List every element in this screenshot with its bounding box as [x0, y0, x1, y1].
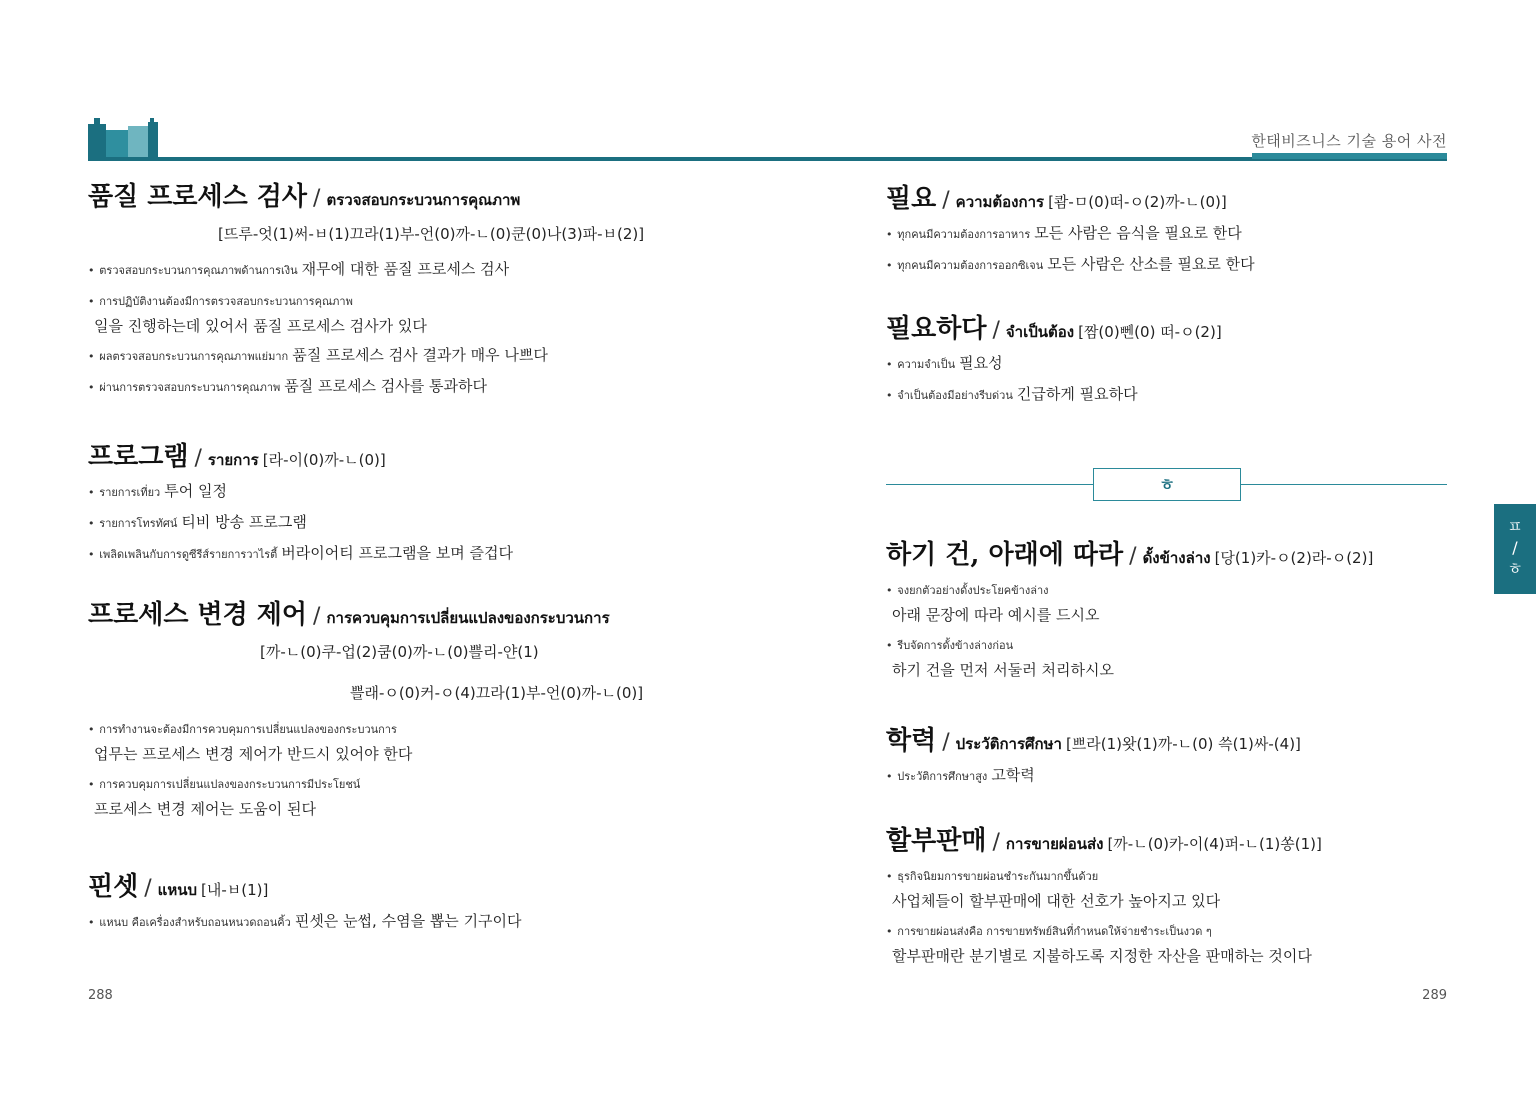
entry-thai: จำเป็นต้อง: [1005, 323, 1075, 341]
example-item: • ผลตรวจสอบกระบวนการคุณภาพแย่มาก 품질 프로세스 검사 결과가 매우 나쁘다: [88, 346, 548, 364]
entry-pronunciation-cont: 쁠래-ㅇ(0)커-ㅇ(4)끄라(1)부-언(0)까-ㄴ(0)]: [350, 684, 644, 702]
example-item: • การขายผ่อนส่งคือ การขายทรัพย์สินที่กำหนดให้จ่ายชำระเป็นงวด ๆ 할부판매란 분기별로 지불하도록 지정한 자산을 판매하는 것이다: [886, 925, 1312, 965]
entry-installment-sale: 할부판매 / การขายผ่อนส่ง [까-ㄴ(0)카-이(4)퍼-ㄴ(1)쏭(1)] • ธุรกิจนิยมการขายผ่อนชำระกันมากขึ้นด้วย 사업체들이 할부판매에 대한 선호가 높아지고 있다 • การขายผ่อนส่งคือ การขายทรัพย์สินที่กำหนดให้จ่ายชำระเป็นงวด ๆ 할부판매란 분기별로 지불하도록 지정한 자산을 판매하는 것이다: [886, 826, 1322, 965]
section-letter-box: ㅎ: [1093, 468, 1241, 501]
entry-as-follows: 하기 건, 아래에 따라 / ดั้งข้างล่าง [당(1)카-ㅇ(2)라-ㅇ(2)] • จงยกตัวอย่างดั้งประโยคข้างล่าง 아래 문장에 따라 예시를 드시오 • รีบจัดการดั้งข้างล่างก่อน 하기 건을 먼저 서둘러 처리하시오: [886, 540, 1374, 679]
entry-pronunciation: [당(1)카-ㅇ(2)라-ㅇ(2)]: [1214, 549, 1374, 567]
entry-term: 프로그램: [88, 442, 189, 472]
entry-thai: การควบคุมการเปลี่ยนแปลงของกระบวนการ: [326, 609, 610, 627]
entry-thai: แหนบ: [157, 881, 197, 899]
entry-pronunciation: [까-ㄴ(0)카-이(4)퍼-ㄴ(1)쏭(1)]: [1107, 835, 1322, 853]
book-title: 한태비즈니스 기술 용어 사전: [1251, 132, 1447, 150]
example-item: • แหนบ คือเครื่องสำหรับถอนหนวดถอนคิ้ว 핀셋은 눈썹, 수염을 뽑는 기구이다: [88, 912, 522, 930]
entry-pronunciation: [짬(0)뻰(0) 떠-ㅇ(2)]: [1078, 323, 1222, 341]
page-number-left: 288: [88, 988, 113, 1003]
example-item: • รายการเที่ยว 투어 일정: [88, 482, 227, 500]
entry-be-necessary: 필요하다 / จำเป็นต้อง [짬(0)뻰(0) 떠-ㅇ(2)] • ความจำเป็น 필요성 • จำเป็นต้องมีอย่างรีบด่วน 긴급하게 필요하다: [886, 308, 1222, 407]
entry-term: 프로세스 변경 제어: [88, 600, 308, 630]
section-divider-right: [1241, 484, 1447, 485]
entry-thai: การขายผ่อนส่ง: [1005, 835, 1104, 853]
header-decoration: [88, 118, 160, 158]
entry-quality-process-check: 품질 프로세스 검사 / ตรวจสอบกระบวนการคุณภาพ [뜨루-엇(1)써-ㅂ(1)끄라(1)부-언(0)까-ㄴ(0)쿤(0)나(3)파-ㅂ(2)] • ตรวจสอบกระบวนการคุณภาพด้านการเงิน 재무에 대한 품질 프로세스 검사 • การปฏิบัติงานต้องมีการตรวจสอบกระบวนการคุณภาพ 일을 진행하는데 있어서 품질 프로세스 검사가 있다 • ผลตรวจสอบกระบวนการคุณภาพแย่มาก 품질 프로세스 검사 결과가 매우 나쁘다 • ผ่านการตรวจสอบกระบวนการคุณภาพ 품질 프로세스 검사를 통과하다: [88, 176, 644, 399]
example-item: • ทุกคนมีความต้องการอาหาร 모든 사람은 음식을 필요로 한다: [886, 224, 1242, 242]
example-item: • ธุรกิจนิยมการขายผ่อนชำระกันมากขึ้นด้วย 사업체들이 할부판매에 대한 선호가 높아지고 있다: [886, 870, 1221, 910]
entry-thai: ตรวจสอบกระบวนการคุณภาพ: [326, 191, 521, 209]
example-item: • การควบคุมการเปลี่ยนแปลงของกระบวนการมีประโยชน์ 프로세스 변경 제어는 도움이 된다: [88, 778, 361, 818]
example-item: • ตรวจสอบกระบวนการคุณภาพด้านการเงิน 재무에 대한 품질 프로세스 검사: [88, 260, 510, 278]
entry-term: 할부판매: [886, 826, 987, 856]
header-rule: [88, 157, 1447, 161]
section-divider-left: [886, 484, 1093, 485]
example-item: • เพลิดเพลินกับการดูซีรีส์รายการวาไรตี้ 버라이어티 프로그램을 보며 즐겁다: [88, 544, 513, 562]
entry-pronunciation: [라-이(0)까-ㄴ(0)]: [262, 451, 386, 469]
entry-need: 필요 / ความต้องการ [쾀-ㅁ(0)떠-ㅇ(2)까-ㄴ(0)] • ทุกคนมีความต้องการอาหาร 모든 사람은 음식을 필요로 한다 • ทุกคนมีความต้องการออกซิเจน 모든 사람은 산소를 필요로 한다: [886, 178, 1255, 277]
entry-term: 학력: [886, 726, 937, 756]
entry-term: 품질 프로세스 검사: [88, 182, 308, 212]
entry-education: 학력 / ประวัติการศึกษา [쁘라(1)왓(1)까-ㄴ(0) 쓱(1)싸-(4)] • ประวัติการศึกษาสูง 고학력: [886, 720, 1301, 788]
entry-thai: รายการ: [207, 451, 259, 469]
entry-program: 프로그램 / รายการ [라-이(0)까-ㄴ(0)] • รายการเที่ยว 투어 일정 • รายการโทรทัศน์ 티비 방송 프로그램 • เพลิดเพลินกับการดูซีรีส์รายการวาไรตี้ 버라이어티 프로그램을 보며 즐겁다: [88, 436, 513, 566]
side-tab-slash: /: [1512, 538, 1518, 557]
example-item: • การทำงานจะต้องมีการควบคุมการเปลี่ยนแปลงของกระบวนการ 업무는 프로세스 변경 제어가 반드시 있어야 한다: [88, 723, 413, 763]
example-item: • จงยกตัวอย่างดั้งประโยคข้างล่าง 아래 문장에 따라 예시를 드시오: [886, 584, 1100, 624]
entry-process-change-control: 프로세스 변경 제어 / การควบคุมการเปลี่ยนแปลงของกระบวนการ [까-ㄴ(0)쿠-업(2)쿰(0)까-ㄴ(0)쁠리-얀(1) 쁠래-ㅇ(0)커-ㅇ(4)끄라(1)부-언(0)까-ㄴ(0)] • การทำงานจะต้องมีการควบคุมการเปลี่ยนแปลงของกระบวนการ 업무는 프로세스 변경 제어가 반드시 있어야 한다 • การควบคุมการเปลี่ยนแปลงของกระบวนการมีประโยชน์ 프로세스 변경 제어는 도움이 된다: [88, 600, 644, 818]
entry-thai: ดั้งข้างล่าง: [1142, 549, 1211, 567]
entry-term: 필요하다: [886, 314, 987, 344]
book-title-bar: [1252, 153, 1447, 159]
example-item: • การปฏิบัติงานต้องมีการตรวจสอบกระบวนการคุณภาพ 일을 진행하는데 있어서 품질 프로세스 검사가 있다: [88, 295, 427, 335]
example-item: • จำเป็นต้องมีอย่างรีบด่วน 긴급하게 필요하다: [886, 385, 1138, 403]
example-item: • ความจำเป็น 필요성: [886, 354, 1003, 372]
entry-pronunciation: [내-ㅂ(1)]: [201, 881, 269, 899]
example-item: • ผ่านการตรวจสอบกระบวนการคุณภาพ 품질 프로세스 검사를 통과하다: [88, 377, 487, 395]
entry-term: 핀셋: [88, 872, 139, 902]
side-tab-top: ㅍ: [1507, 517, 1523, 536]
entry-thai: ประวัติการศึกษา: [955, 735, 1062, 753]
entry-pronunciation: [까-ㄴ(0)쿠-업(2)쿰(0)까-ㄴ(0)쁠리-얀(1): [260, 643, 539, 661]
entry-pronunciation: [뜨루-엇(1)써-ㅂ(1)끄라(1)부-언(0)까-ㄴ(0)쿤(0)나(3)파-ㅂ(2)]: [218, 225, 645, 243]
example-item: • รายการโทรทัศน์ 티비 방송 프로그램: [88, 513, 307, 531]
entry-thai: ความต้องการ: [955, 193, 1045, 211]
section-side-tab[interactable]: [1494, 504, 1536, 594]
entry-tweezers: 핀셋 / แหนบ [내-ㅂ(1)] • แหนบ คือเครื่องสำหรับถอนหนวดถอนคิ้ว 핀셋은 눈썹, 수염을 뽑는 기구이다: [88, 866, 522, 934]
entry-pronunciation: [쾀-ㅁ(0)떠-ㅇ(2)까-ㄴ(0)]: [1048, 193, 1227, 211]
side-tab-bottom: ㅎ: [1507, 559, 1523, 578]
example-item: • ประวัติการศึกษาสูง 고학력: [886, 766, 1035, 784]
entry-term: 필요: [886, 184, 937, 214]
entry-pronunciation: [쁘라(1)왓(1)까-ㄴ(0) 쓱(1)싸-(4)]: [1065, 735, 1301, 753]
page-number-right: 289: [1422, 988, 1447, 1003]
example-item: • รีบจัดการดั้งข้างล่างก่อน 하기 건을 먼저 서둘러 처리하시오: [886, 639, 1114, 679]
entry-term: 하기 건, 아래에 따라: [886, 540, 1124, 570]
example-item: • ทุกคนมีความต้องการออกซิเจน 모든 사람은 산소를 필요로 한다: [886, 255, 1255, 273]
